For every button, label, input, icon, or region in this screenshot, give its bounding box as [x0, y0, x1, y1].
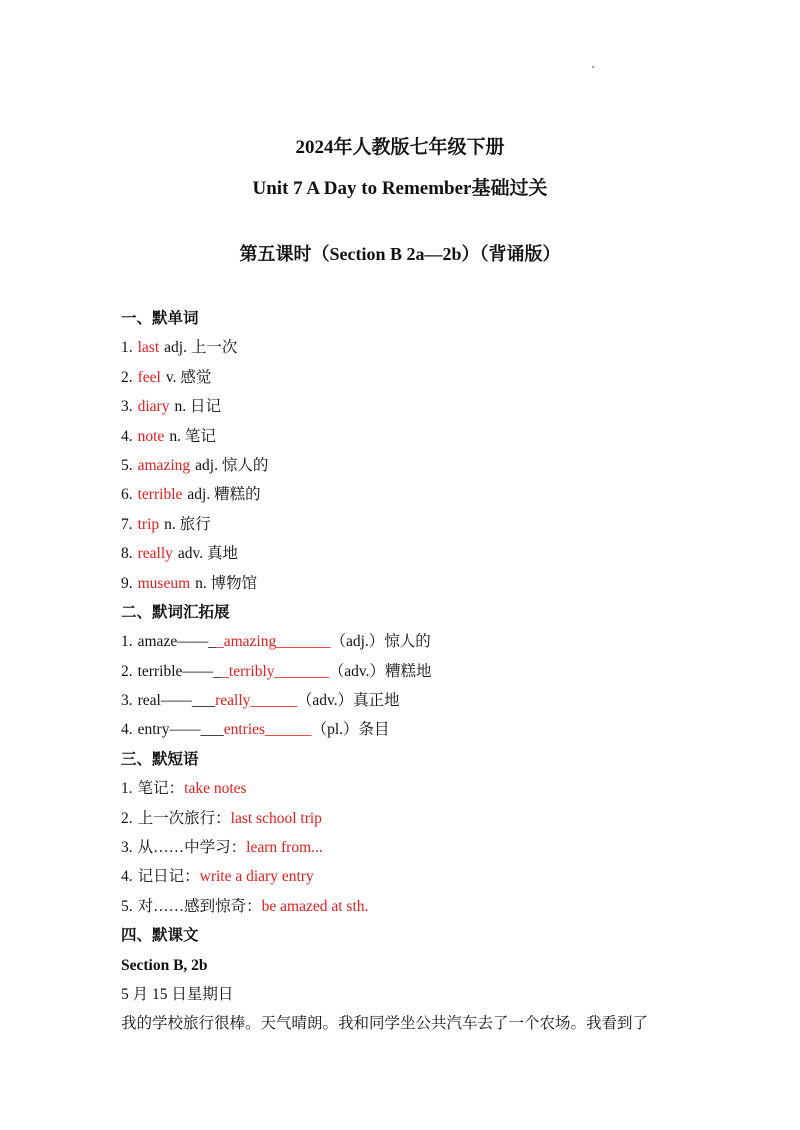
phrase-chinese: 对……感到惊奇：	[137, 897, 262, 915]
form-note: （adj.）惊人的	[330, 633, 431, 651]
answer-word: note	[137, 427, 165, 445]
item-number: 2.	[121, 809, 133, 827]
item-number: 1.	[121, 339, 133, 357]
answer-form: _terribly_______	[221, 662, 329, 680]
item-number: 5.	[121, 456, 133, 474]
answer-word: feel	[137, 368, 161, 386]
page-title-unit: Unit 7 A Day to Remember基础过关	[252, 178, 548, 199]
word-form-item	[121, 657, 721, 686]
phrase-answer: be amazed at sth.	[261, 897, 369, 915]
phrase-item	[121, 833, 721, 862]
word-item	[121, 569, 721, 598]
word-form-item	[121, 627, 721, 656]
phrase-chinese: 从……中学习：	[137, 839, 247, 857]
diary-paragraph: 我的学校旅行很棒。天气晴朗。我和同学坐公共汽车去了一个农场。我看到了	[121, 1015, 649, 1033]
word-definition: adj. 惊人的	[195, 456, 269, 474]
item-number: 3.	[121, 398, 133, 416]
corner-dot	[592, 66, 594, 68]
word-item	[121, 392, 721, 421]
word-definition: v. 感觉	[165, 368, 212, 386]
item-number: 2.	[121, 368, 133, 386]
phrase-chinese: 上一次旅行：	[137, 809, 231, 827]
answer-word: last	[137, 339, 160, 357]
item-number: 5.	[121, 897, 133, 915]
word-item	[121, 451, 721, 480]
phrase-item	[121, 892, 721, 921]
section-heading-text: 四、默课文	[121, 927, 199, 945]
word-item	[121, 363, 721, 392]
item-number: 4.	[121, 721, 133, 739]
page-title-grade: 2024年人教版七年级下册	[295, 137, 505, 158]
base-word: real——___	[137, 692, 216, 710]
form-note: （adv.）真正地	[296, 692, 400, 710]
item-number: 4.	[121, 868, 133, 886]
word-form-item	[121, 686, 721, 715]
phrase-item	[121, 862, 721, 891]
section-heading-phrases: 三、默短语	[121, 750, 199, 768]
answer-form: _amazing_______	[215, 633, 331, 651]
phrase-chinese: 笔记：	[137, 780, 185, 798]
word-definition: n. 笔记	[169, 427, 216, 445]
word-definition: adv. 真地	[177, 545, 239, 563]
worksheet-content	[121, 304, 721, 1039]
item-number: 3.	[121, 839, 133, 857]
phrase-chinese: 记日记：	[137, 868, 200, 886]
page-subtitle-lesson: 第五课时（Section B 2a—2b）（背诵版）	[239, 244, 561, 264]
item-number: 4.	[121, 427, 133, 445]
phrase-answer: learn from...	[246, 839, 323, 857]
answer-form: entries______	[223, 721, 312, 739]
item-number: 7.	[121, 515, 133, 533]
phrase-answer: last school trip	[230, 809, 322, 827]
phrase-item	[121, 804, 721, 833]
answer-word: amazing	[137, 456, 191, 474]
item-number: 8.	[121, 545, 133, 563]
word-definition: adj. 上一次	[164, 339, 238, 357]
item-number: 6.	[121, 486, 133, 504]
item-number: 3.	[121, 692, 133, 710]
diary-date: 5 月 15 日星期日	[121, 985, 234, 1003]
answer-word: diary	[137, 398, 170, 416]
phrase-item	[121, 774, 721, 803]
answer-word: terrible	[137, 486, 183, 504]
base-word: terrible——_	[137, 662, 222, 680]
word-item	[121, 333, 721, 362]
section-heading-words: 一、默单词	[121, 310, 199, 327]
item-number: 1.	[121, 780, 133, 798]
word-item	[121, 480, 721, 509]
item-number: 2.	[121, 662, 133, 680]
word-definition: n. 博物馆	[195, 574, 258, 592]
answer-word: trip	[137, 515, 160, 533]
word-item	[121, 539, 721, 568]
text-section-label: Section B, 2b	[121, 956, 208, 974]
word-definition: adj. 糟糕的	[187, 486, 261, 504]
section-heading-word-forms: 二、默词汇拓展	[121, 603, 230, 621]
word-item	[121, 422, 721, 451]
item-number: 1.	[121, 633, 133, 651]
base-word: entry——___	[137, 721, 224, 739]
word-definition: n. 日记	[174, 398, 221, 416]
word-definition: n. 旅行	[164, 515, 211, 533]
item-number: 9.	[121, 574, 133, 592]
word-item	[121, 510, 721, 539]
phrase-answer: take notes	[184, 780, 247, 798]
answer-word: museum	[137, 574, 191, 592]
answer-word: really	[137, 545, 173, 563]
form-note: （pl.）条目	[311, 721, 390, 739]
word-form-item	[121, 715, 721, 744]
phrase-answer: write a diary entry	[199, 868, 314, 886]
base-word: amaze——_	[137, 633, 216, 651]
answer-form: really______	[215, 692, 297, 710]
form-note: （adv.）糟糕地	[328, 662, 432, 680]
